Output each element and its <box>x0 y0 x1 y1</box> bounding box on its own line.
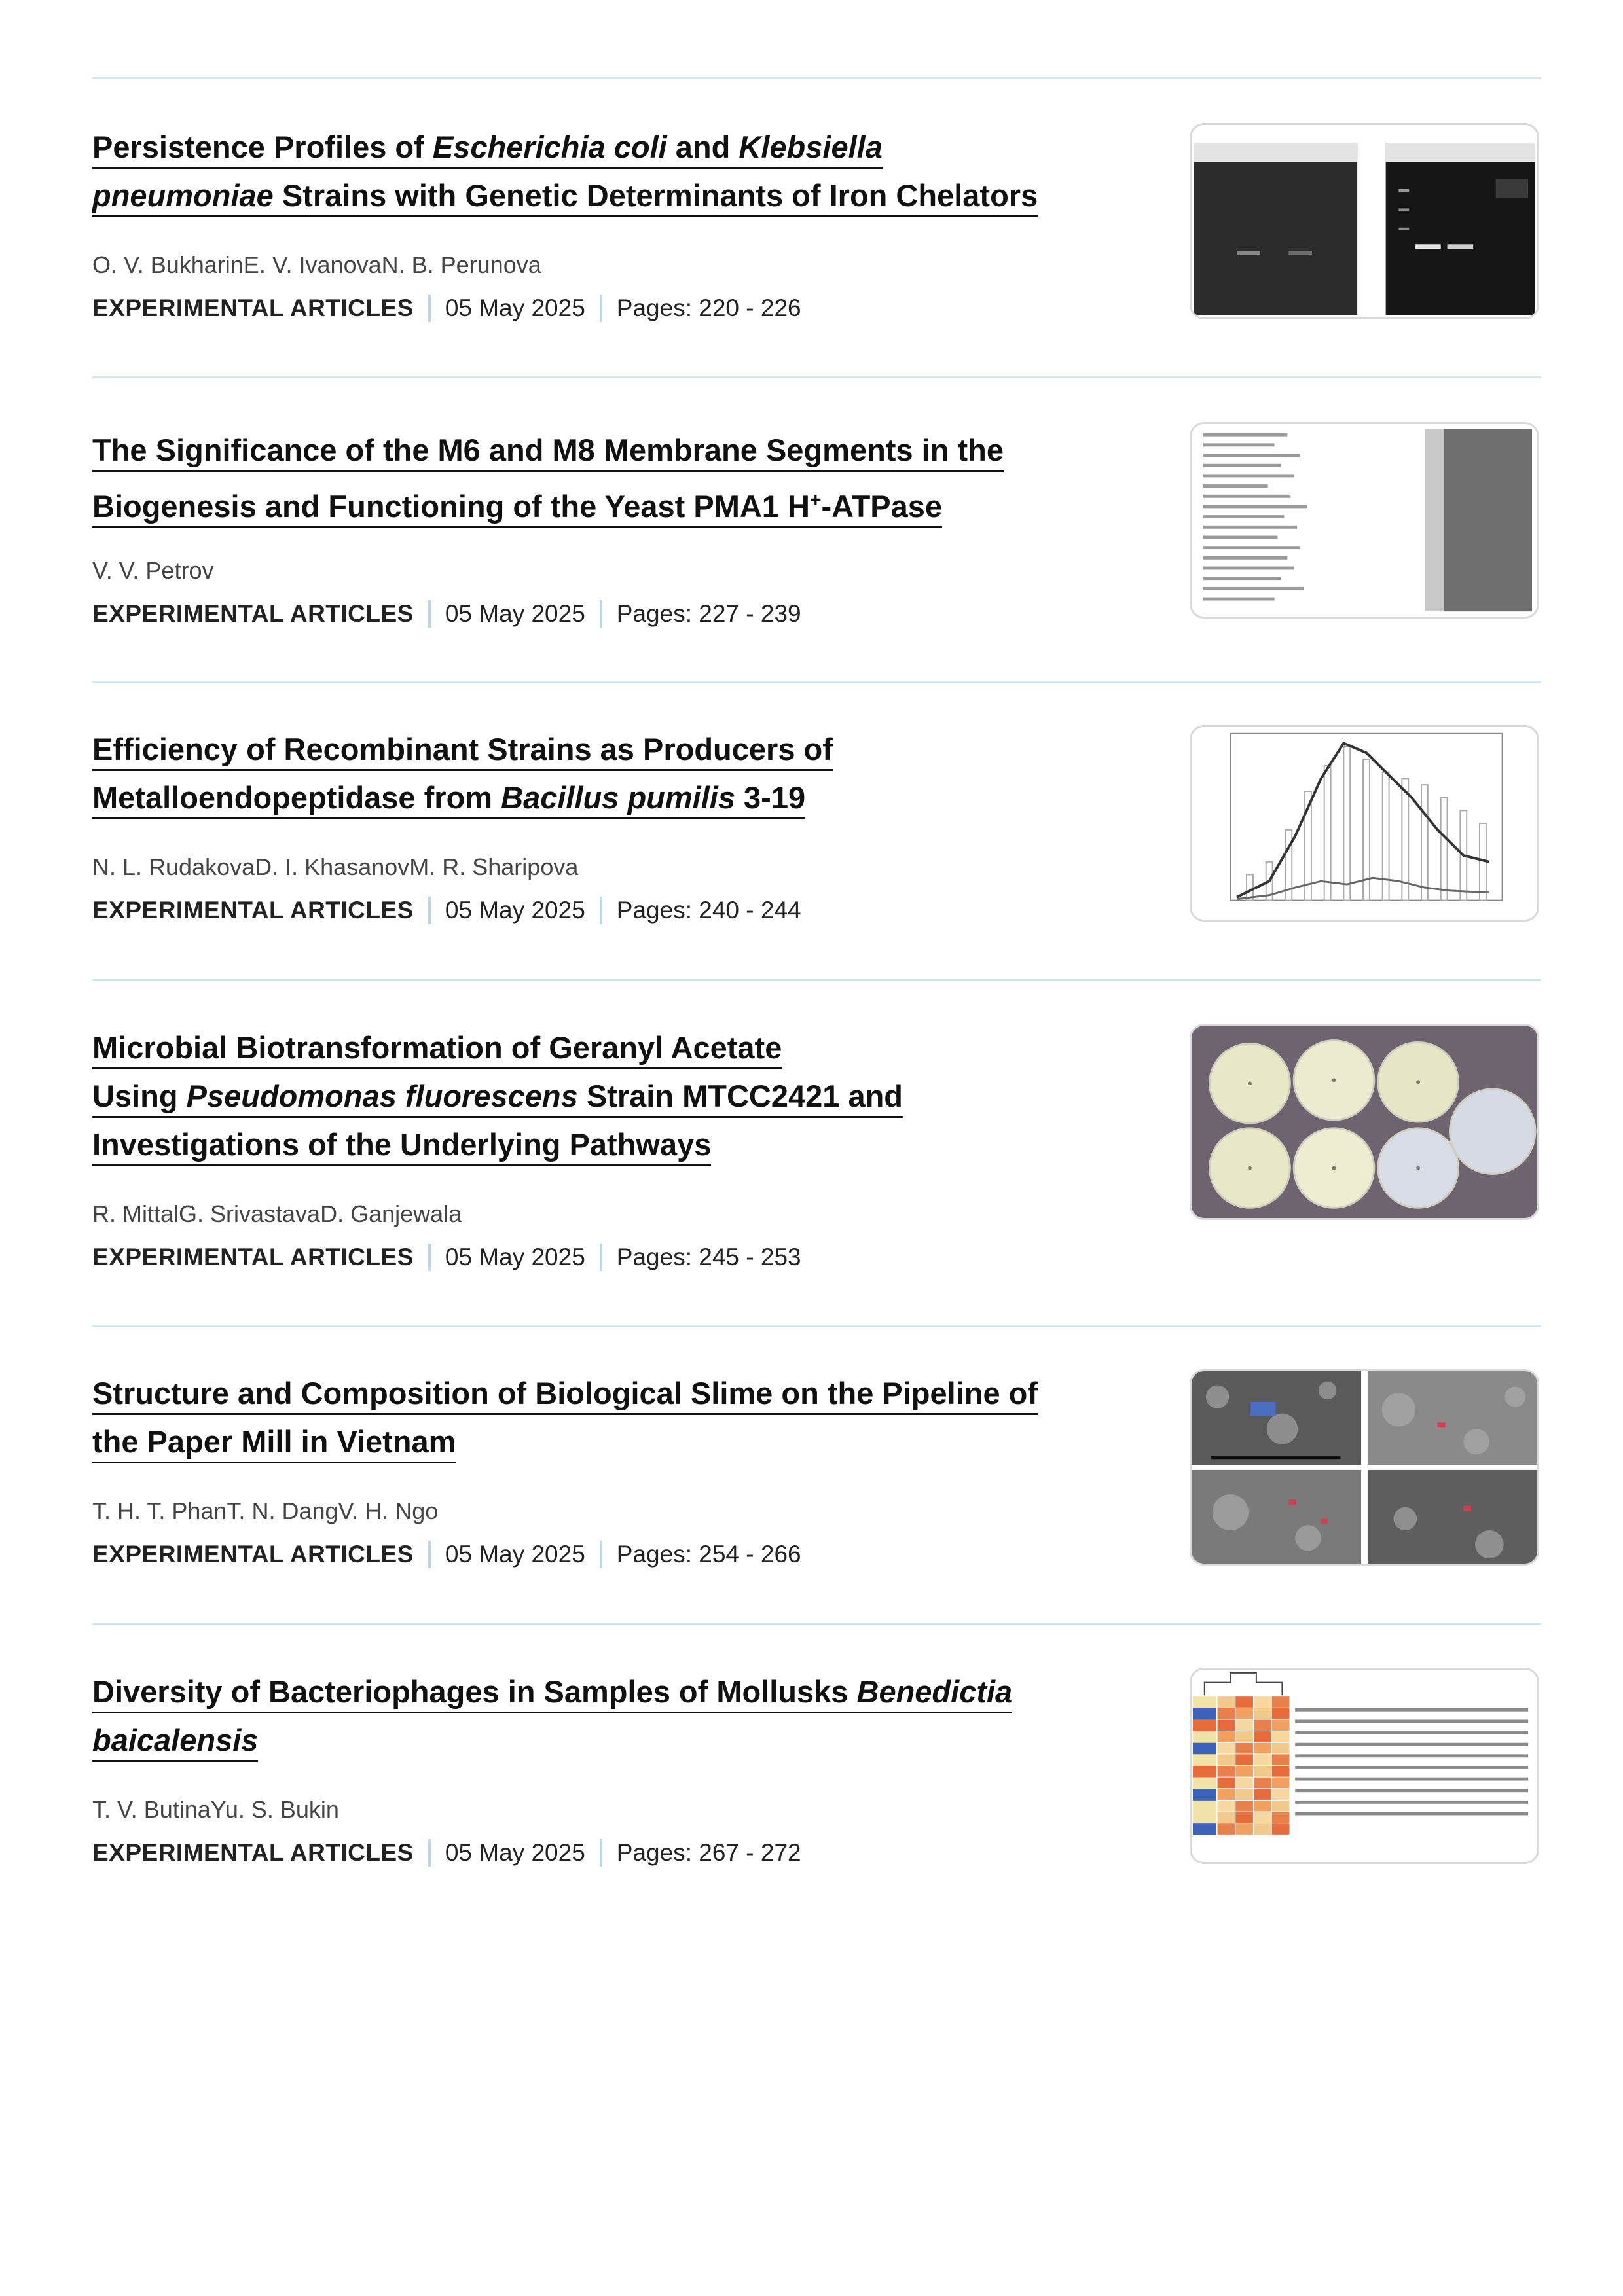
petri-dishes-image[interactable] <box>1190 1024 1539 1220</box>
article-pages: Pages: 240 - 244 <box>616 897 801 924</box>
article-title-line[interactable]: Efficiency of Recombinant Strains as Producers of <box>92 732 833 771</box>
article-meta <box>92 1839 801 1867</box>
article-title-line[interactable]: pneumoniae Strains with Genetic Determinants of Iron Chelators <box>92 178 1038 217</box>
article-category: EXPERIMENTAL ARTICLES <box>92 600 414 627</box>
article-date: 05 May 2025 <box>445 295 585 321</box>
article-category: EXPERIMENTAL ARTICLES <box>92 1541 414 1568</box>
article-title-link[interactable] <box>92 1369 1140 1466</box>
heatmap-image[interactable] <box>1190 1668 1539 1864</box>
article-date: 05 May 2025 <box>445 897 585 924</box>
sequence-alignment-image <box>1192 424 1537 617</box>
article-meta <box>92 1244 801 1271</box>
article-authors: R. MittalG. SrivastavaD. Ganjewala <box>92 1200 462 1227</box>
article-meta <box>92 295 801 322</box>
article-pages: Pages: 220 - 226 <box>616 295 801 321</box>
meta-separator <box>428 897 431 924</box>
article-title-link[interactable] <box>92 725 1140 822</box>
article-category: EXPERIMENTAL ARTICLES <box>92 1839 414 1866</box>
article-authors: T. H. T. PhanT. N. DangV. H. Ngo <box>92 1498 439 1524</box>
article-title-line[interactable]: baicalensis <box>92 1723 258 1762</box>
growth-curve-chart-image[interactable] <box>1190 725 1539 922</box>
article-title-link[interactable] <box>92 1668 1140 1765</box>
article-authors: T. V. ButinaYu. S. Bukin <box>92 1796 339 1823</box>
article-category: EXPERIMENTAL ARTICLES <box>92 1244 414 1270</box>
meta-separator <box>600 1541 602 1568</box>
article-title-line[interactable]: Metalloendopeptidase from Bacillus pumilis 3-19 <box>92 780 805 819</box>
article-title-line[interactable]: Persistence Profiles of Escherichia coli and Klebsiella <box>92 130 883 169</box>
meta-separator <box>428 295 431 322</box>
divider <box>92 1325 1541 1327</box>
article-title-link[interactable] <box>92 422 1140 535</box>
sem-micrographs-image[interactable] <box>1190 1369 1539 1566</box>
article-authors: V. V. Petrov <box>92 557 214 584</box>
article-date: 05 May 2025 <box>445 1839 585 1866</box>
article-pages: Pages: 227 - 239 <box>616 600 801 627</box>
divider <box>92 979 1541 981</box>
divider <box>92 77 1541 79</box>
meta-separator <box>428 1244 431 1271</box>
article-authors: O. V. BukharinE. V. IvanovaN. B. Perunova <box>92 251 541 278</box>
meta-separator <box>600 295 602 322</box>
article-pages: Pages: 254 - 266 <box>616 1541 801 1568</box>
article-pages: Pages: 267 - 272 <box>616 1839 801 1866</box>
meta-separator <box>428 600 431 628</box>
article-title-line[interactable]: Diversity of Bacteriophages in Samples of Mollusks Benedictia <box>92 1674 1012 1713</box>
meta-separator <box>428 1541 431 1568</box>
meta-separator <box>600 1839 602 1867</box>
article-date: 05 May 2025 <box>445 1244 585 1270</box>
article-date: 05 May 2025 <box>445 1541 585 1568</box>
article-meta <box>92 600 801 628</box>
article-pages: Pages: 245 - 253 <box>616 1244 801 1270</box>
article-date: 05 May 2025 <box>445 600 585 627</box>
article-title-link[interactable] <box>92 1024 1140 1169</box>
article-title-line[interactable]: Investigations of the Underlying Pathways <box>92 1127 711 1166</box>
article-meta <box>92 897 801 924</box>
article-authors: N. L. RudakovaD. I. KhasanovM. R. Sharipova <box>92 853 579 880</box>
meta-separator <box>600 600 602 628</box>
article-title-line[interactable]: Structure and Composition of Biological Slime on the Pipeline of <box>92 1376 1038 1415</box>
article-title-link[interactable] <box>92 123 1140 220</box>
divider <box>92 1623 1541 1625</box>
divider <box>92 681 1541 683</box>
meta-separator <box>600 1244 602 1271</box>
article-title-line[interactable]: Microbial Biotransformation of Geranyl Acetate <box>92 1030 782 1069</box>
growth-curve-chart-image <box>1192 727 1537 920</box>
article-title-line[interactable]: Using Pseudomonas fluorescens Strain MTCC2421 and <box>92 1079 903 1118</box>
gel-electrophoresis-image <box>1192 125 1537 317</box>
article-title-line[interactable]: the Paper Mill in Vietnam <box>92 1424 456 1463</box>
article-category: EXPERIMENTAL ARTICLES <box>92 295 414 321</box>
sem-micrographs-image <box>1192 1371 1537 1564</box>
petri-dishes-image <box>1192 1026 1537 1218</box>
article-title-line[interactable]: Biogenesis and Functioning of the Yeast PMA1 H+-ATPase <box>92 489 942 528</box>
gel-electrophoresis-image[interactable] <box>1190 123 1539 319</box>
meta-separator <box>428 1839 431 1867</box>
article-meta <box>92 1541 801 1568</box>
article-title-line[interactable]: The Significance of the M6 and M8 Membrane Segments in the <box>92 433 1004 472</box>
sequence-alignment-image[interactable] <box>1190 422 1539 619</box>
article-category: EXPERIMENTAL ARTICLES <box>92 897 414 924</box>
divider <box>92 376 1541 378</box>
heatmap-image <box>1192 1670 1537 1862</box>
meta-separator <box>600 897 602 924</box>
